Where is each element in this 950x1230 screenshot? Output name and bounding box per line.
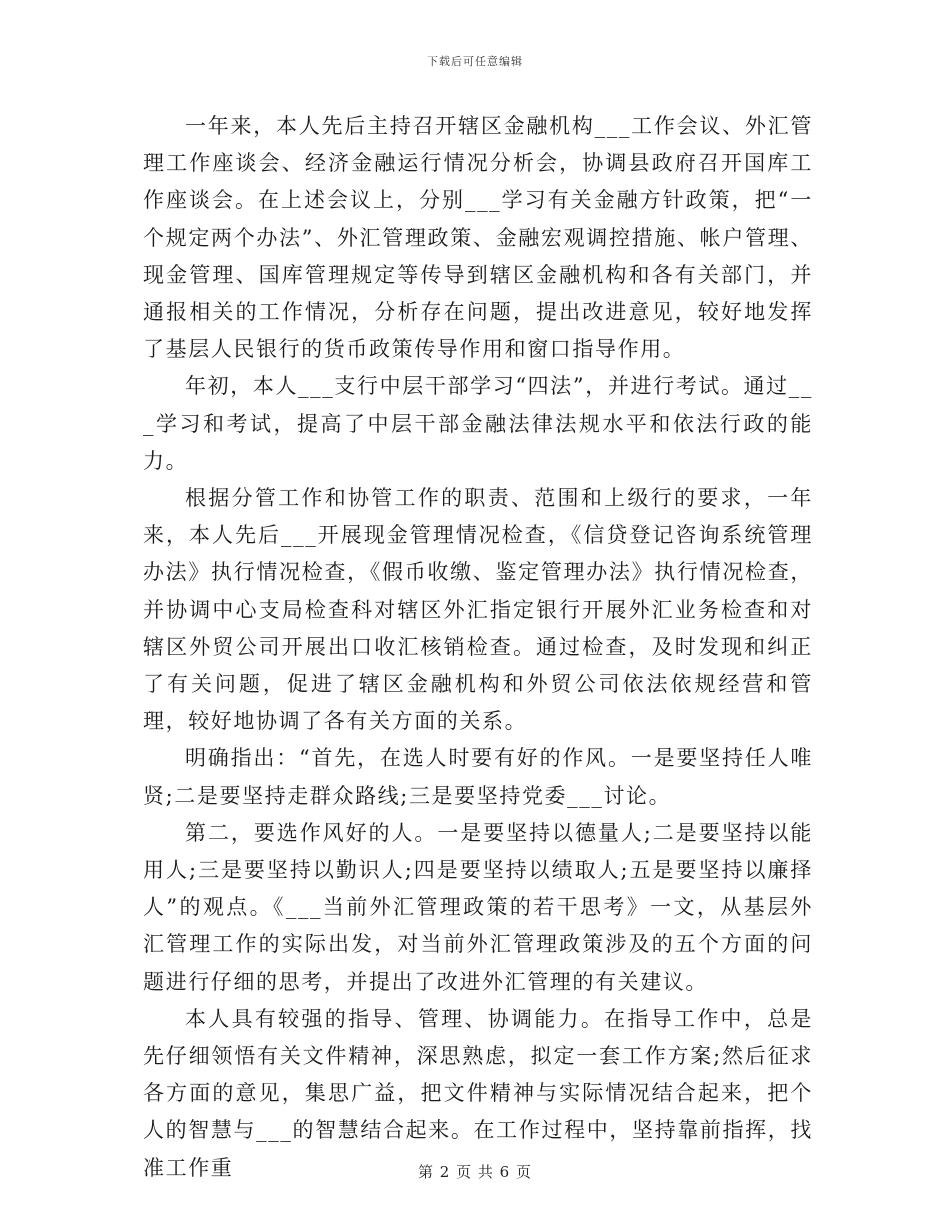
paragraph: 本人具有较强的指导、管理、协调能力。在指导工作中，总是先仔细领悟有关文件精神，深思熟虑，拟定一套工作方案;然后征求各方面的意见，集思广益，把文件精神与实际情况结合起来，把个人的智慧与___的智慧结合起来。在工作过程中，坚持靠前指挥，找准工作重 xyxy=(143,1006,813,1180)
paragraph: 一年来，本人先后主持召开辖区金融机构___工作会议、外汇管理工作座谈会、经济金融运行情况分析会，协调县政府召开国库工作座谈会。在上述会议上，分别___学习有关金融方针政策，把“一个规定两个办法”、外汇管理政策、金融宏观调控措施、帐户管理、现金管理、国库管理规定等传导到辖区金融机构和各有关部门，并通报相关的工作情况，分析存在问题，提出改进意见，较好地发挥了基层人民银行的货币政策传导作用和窗口指导作用。 xyxy=(143,114,813,362)
paragraph: 第二，要选作风好的人。一是要坚持以德量人;二是要坚持以能用人;三是要坚持以勤识人;四是要坚持以绩取人;五是要坚持以廉择人”的观点。《___当前外汇管理政策的若干思考》一文，从基层外汇管理工作的实际出发，对当前外汇管理政策涉及的五个方面的问题进行仔细的思考，并提出了改进外汇管理的有关建议。 xyxy=(143,820,813,994)
paragraph: 根据分管工作和协管工作的职责、范围和上级行的要求，一年来，本人先后___开展现金管理情况检查，《信贷登记咨询系统管理办法》执行情况检查，《假币收缴、鉴定管理办法》执行情况检查，并协调中心支局检查科对辖区外汇指定银行开展外汇业务检查和对辖区外贸公司开展出口收汇核销检查。通过检查，及时发现和纠正了有关问题，促进了辖区金融机构和外贸公司依法依规经营和管理，较好地协调了各有关方面的关系。 xyxy=(143,486,813,734)
page-number: 第 2 页 共 6 页 xyxy=(418,1163,532,1181)
document-body xyxy=(143,108,813,1187)
page-header: 下载后可任意编辑 xyxy=(427,55,523,68)
paragraph: 年初，本人___支行中层干部学习“四法”，并进行考试。通过___学习和考试，提高了中层干部金融法律法规水平和依法行政的能力。 xyxy=(143,374,813,473)
paragraph: 明确指出：“首先，在选人时要有好的作风。一是要坚持任人唯贤;二是要坚持走群众路线;三是要坚持党委___讨论。 xyxy=(143,746,813,808)
